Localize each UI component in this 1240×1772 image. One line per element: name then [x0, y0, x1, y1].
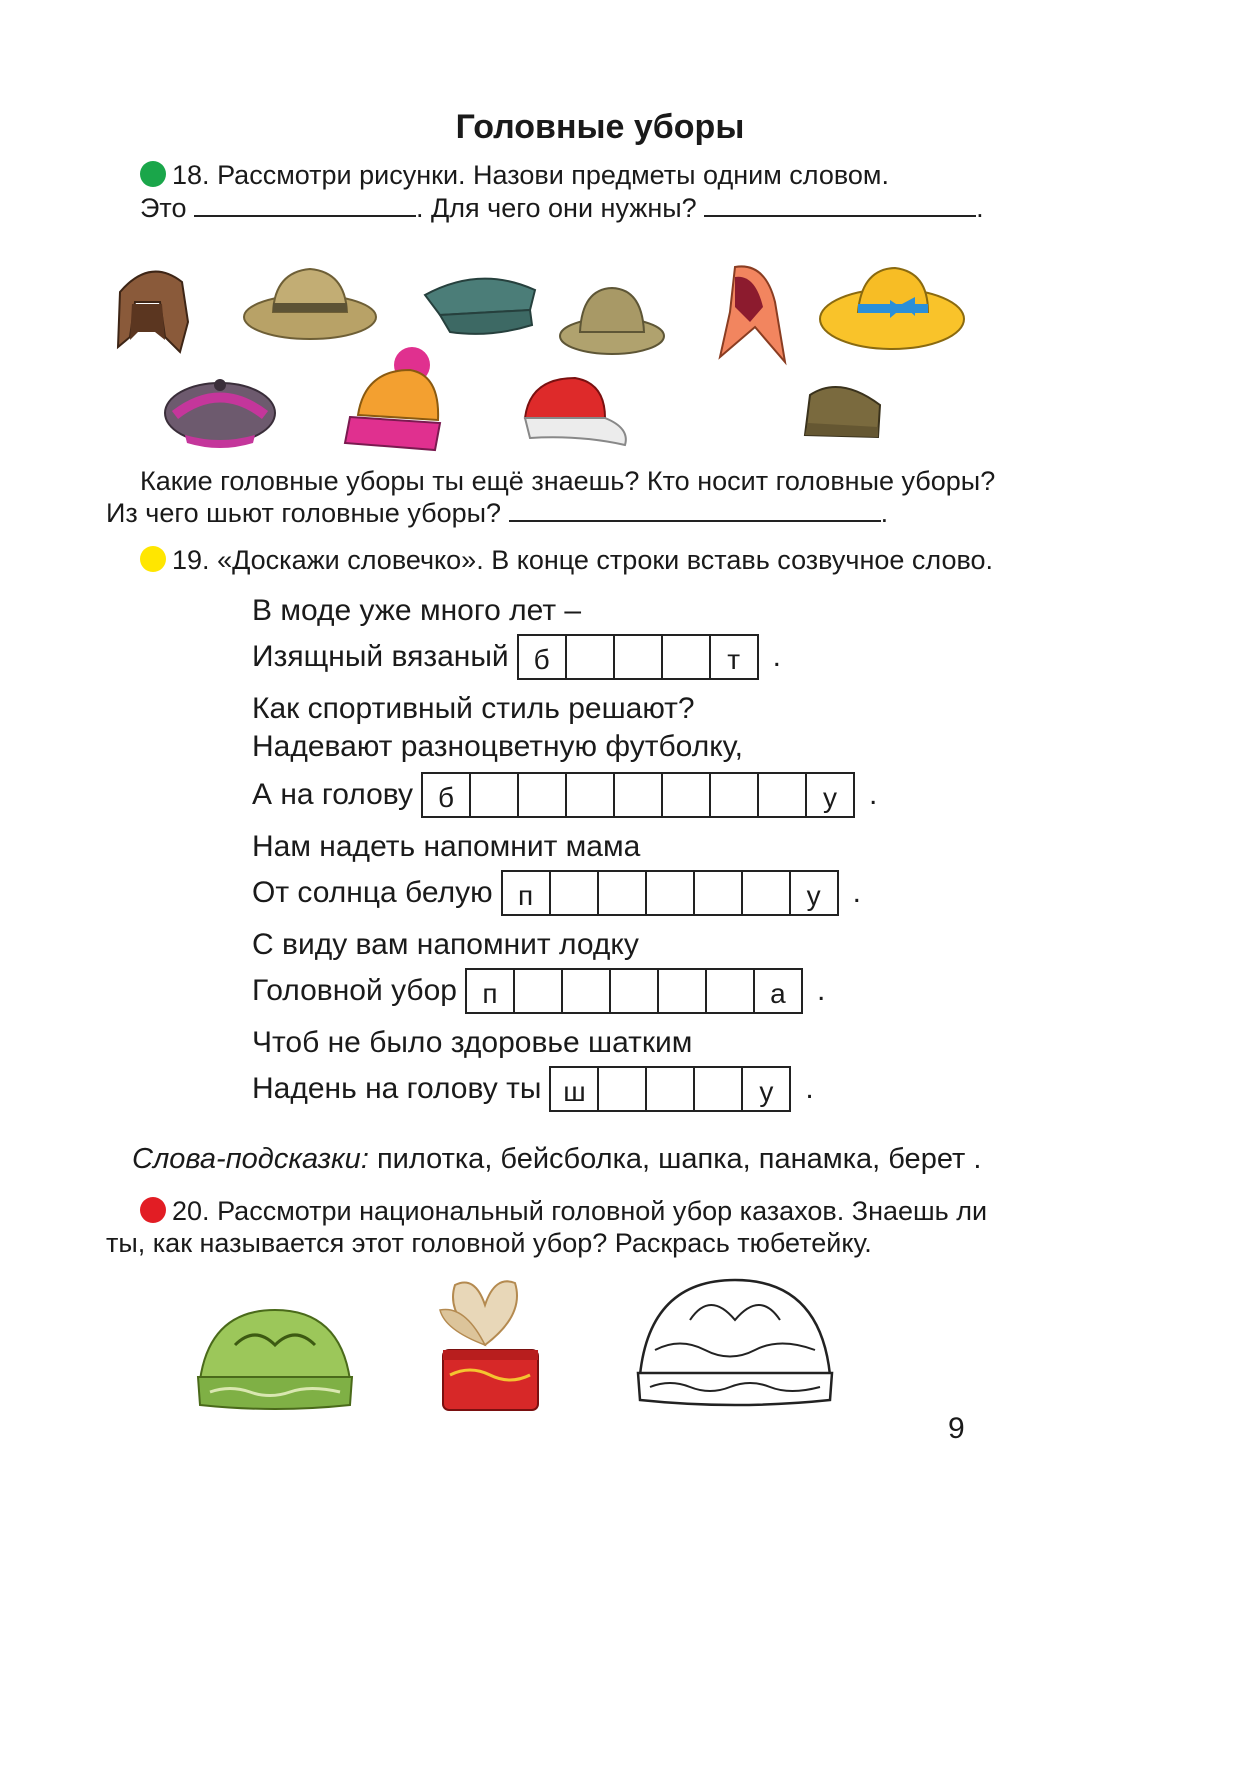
- task18-instruction: Рассмотри рисунки. Назови предметы одним словом.: [217, 160, 889, 190]
- ushanka-icon: [118, 272, 188, 352]
- saukele-icon: [440, 1281, 538, 1410]
- letter-box[interactable]: б: [517, 634, 567, 680]
- letter-box[interactable]: [517, 772, 567, 818]
- task20-number: 20.: [172, 1196, 210, 1226]
- answer-blank-purpose[interactable]: [704, 193, 976, 217]
- letter-box[interactable]: [513, 968, 563, 1014]
- task18-question1: Какие головные уборы ты ещё знаешь? Кто носит головные уборы?: [140, 466, 996, 496]
- verse1-period: .: [772, 640, 781, 673]
- letter-box[interactable]: [757, 772, 807, 818]
- verse4-last-text: Головной убор: [252, 974, 457, 1007]
- letter-box[interactable]: [565, 772, 615, 818]
- verse2-last-text: А на голову: [252, 778, 414, 811]
- letter-box[interactable]: б: [421, 772, 471, 818]
- hats-illustration-row2: [160, 345, 960, 465]
- verse3-letter-boxes: [501, 870, 839, 916]
- task20-line1: [140, 1196, 987, 1227]
- knit-hat-icon: [345, 347, 440, 450]
- task18-this-label: Это: [140, 193, 187, 223]
- task18-line2: [140, 193, 984, 224]
- verse2-line2: Надевают разноцветную футболку,: [252, 730, 743, 763]
- task18-period: .: [976, 193, 984, 223]
- verse3-last-text: От солнца белую: [252, 876, 493, 909]
- verse1-letter-boxes: [517, 634, 759, 680]
- verse4-period: .: [816, 974, 826, 1007]
- verse1-line1: В моде уже много лет –: [252, 594, 582, 627]
- task19-number: 19.: [172, 545, 210, 575]
- letter-box[interactable]: [645, 870, 695, 916]
- sun-hat-icon: [820, 268, 964, 349]
- letter-box[interactable]: у: [805, 772, 855, 818]
- letter-box[interactable]: п: [465, 968, 515, 1014]
- fedora-icon: [244, 269, 376, 339]
- verse5-letter-boxes: [549, 1066, 791, 1112]
- hint-label: Слова-подсказки:: [132, 1143, 369, 1175]
- task19-heading: [140, 545, 993, 576]
- tubeteika-icon: [198, 1310, 352, 1409]
- letter-box[interactable]: [565, 634, 615, 680]
- letter-box[interactable]: ш: [549, 1066, 599, 1112]
- verse1-last-text: Изящный вязаный: [252, 640, 509, 673]
- verse4-last-line: [252, 968, 825, 1014]
- letter-box[interactable]: [609, 968, 659, 1014]
- letter-box[interactable]: [597, 1066, 647, 1112]
- letter-box[interactable]: [657, 968, 707, 1014]
- tubeteika-outline-icon: [638, 1280, 832, 1405]
- verse3-period: .: [852, 876, 861, 909]
- verse3-line1: Нам надеть напомнит мама: [252, 830, 641, 863]
- yellow-dot-icon: [140, 546, 166, 572]
- letter-box[interactable]: [469, 772, 519, 818]
- verse1-last-line: [252, 634, 781, 680]
- letter-box[interactable]: [661, 772, 711, 818]
- task20-line2: ты, как называется этот головной убор? Раскрась тюбетейку.: [106, 1228, 872, 1258]
- letter-box[interactable]: [645, 1066, 695, 1112]
- page-title: Головные уборы: [455, 108, 745, 146]
- verse2-line1: Как спортивный стиль решают?: [252, 692, 695, 725]
- letter-box[interactable]: [597, 870, 647, 916]
- beret-icon: [165, 379, 275, 448]
- letter-box[interactable]: [661, 634, 711, 680]
- national-hats-illustration: [195, 1275, 855, 1425]
- letter-box[interactable]: т: [709, 634, 759, 680]
- letter-box[interactable]: [561, 968, 611, 1014]
- verse2-letter-boxes: [421, 772, 855, 818]
- red-dot-icon: [140, 1197, 166, 1223]
- task20-instruction: Рассмотри национальный головной убор казахов. Знаешь ли: [217, 1196, 988, 1226]
- task18-question2-line: [106, 498, 888, 529]
- letter-box[interactable]: у: [789, 870, 839, 916]
- garrison-cap-icon: [805, 387, 880, 437]
- letter-box[interactable]: [693, 870, 743, 916]
- verse5-last-text: Надень на голову ты: [252, 1072, 542, 1105]
- verse2-last-line: [252, 772, 877, 818]
- answer-blank-name[interactable]: [194, 193, 416, 217]
- verse2-period: .: [869, 778, 878, 811]
- task18-question2-period: .: [880, 498, 889, 528]
- letter-box[interactable]: у: [741, 1066, 791, 1112]
- page-number: 9: [948, 1412, 965, 1445]
- answer-blank-material[interactable]: [509, 498, 881, 522]
- letter-box[interactable]: [693, 1066, 743, 1112]
- task19-instruction: «Доскажи словечко». В конце строки вставь созвучное слово.: [217, 545, 994, 575]
- letter-box[interactable]: п: [501, 870, 551, 916]
- task18-question2: Из чего шьют головные уборы?: [106, 498, 502, 528]
- hint-line: [132, 1143, 981, 1176]
- verse5-last-line: [252, 1066, 814, 1112]
- verse5-line1: Чтоб не было здоровье шатким: [252, 1026, 693, 1059]
- verse3-last-line: [252, 870, 861, 916]
- cap-icon: [425, 279, 535, 334]
- letter-box[interactable]: [709, 772, 759, 818]
- letter-box[interactable]: [741, 870, 791, 916]
- verse4-line1: С виду вам напомнит лодку: [252, 928, 639, 961]
- letter-box[interactable]: а: [753, 968, 803, 1014]
- letter-box[interactable]: [613, 634, 663, 680]
- baseball-cap-icon: [525, 378, 626, 445]
- hint-words: пилотка, бейсболка, шапка, панамка, берет .: [376, 1143, 982, 1175]
- task18-number: 18.: [172, 160, 210, 190]
- task18-question-label: . Для чего они нужны?: [416, 193, 697, 223]
- letter-box[interactable]: [705, 968, 755, 1014]
- letter-box[interactable]: [549, 870, 599, 916]
- task18-line1: [140, 160, 889, 191]
- green-dot-icon: [140, 161, 166, 187]
- verse5-period: .: [805, 1072, 814, 1105]
- verse4-letter-boxes: [465, 968, 803, 1014]
- letter-box[interactable]: [613, 772, 663, 818]
